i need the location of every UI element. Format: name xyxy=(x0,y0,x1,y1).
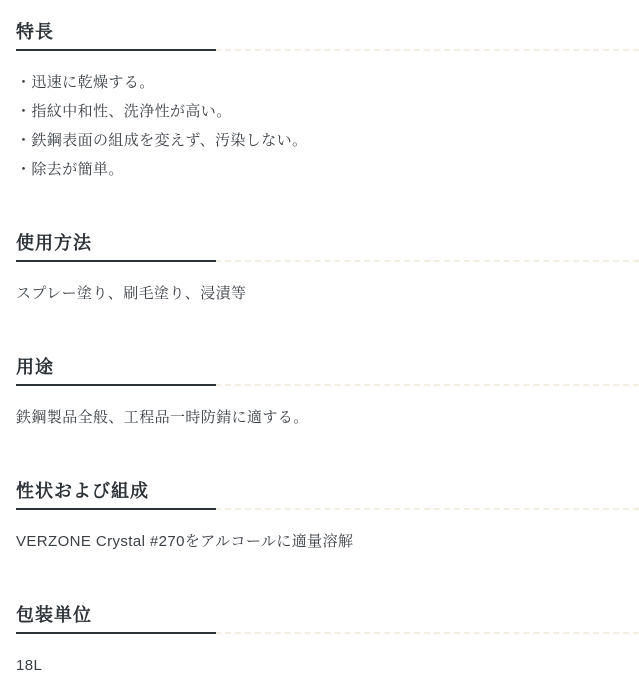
section-features xyxy=(16,20,639,184)
properties-composition-text: VERZONE Crystal #270をアルコールに適量溶解 xyxy=(16,533,354,550)
section-body-packaging-unit xyxy=(16,651,639,680)
section-heading-applications: 用途 xyxy=(16,355,639,386)
section-body-properties-composition xyxy=(16,527,639,556)
applications-text: 鉄鋼製品全般、工程品一時防錆に適する。 xyxy=(16,409,309,426)
section-heading-features: 特長 xyxy=(16,20,639,51)
section-applications xyxy=(16,355,639,432)
section-packaging-unit xyxy=(16,603,639,680)
feature-item: ・迅速に乾燥する。 xyxy=(16,74,155,91)
usage-method-text: スプレー塗り、刷毛塗り、浸漬等 xyxy=(16,285,247,302)
section-properties-composition xyxy=(16,479,639,556)
section-usage-method xyxy=(16,231,639,308)
section-body-features xyxy=(16,68,639,184)
feature-item: ・指紋中和性、洗浄性が高い。 xyxy=(16,103,232,120)
section-body-usage-method xyxy=(16,279,639,308)
packaging-unit-text: 18L xyxy=(16,657,43,674)
section-body-applications xyxy=(16,403,639,432)
section-heading-properties-composition: 性状および組成 xyxy=(16,479,639,510)
feature-item: ・鉄鋼表面の組成を変えず、汚染しない。 xyxy=(16,132,308,149)
section-heading-packaging-unit: 包装単位 xyxy=(16,603,639,634)
section-heading-usage-method: 使用方法 xyxy=(16,231,639,262)
feature-item: ・除去が簡単。 xyxy=(16,161,124,178)
